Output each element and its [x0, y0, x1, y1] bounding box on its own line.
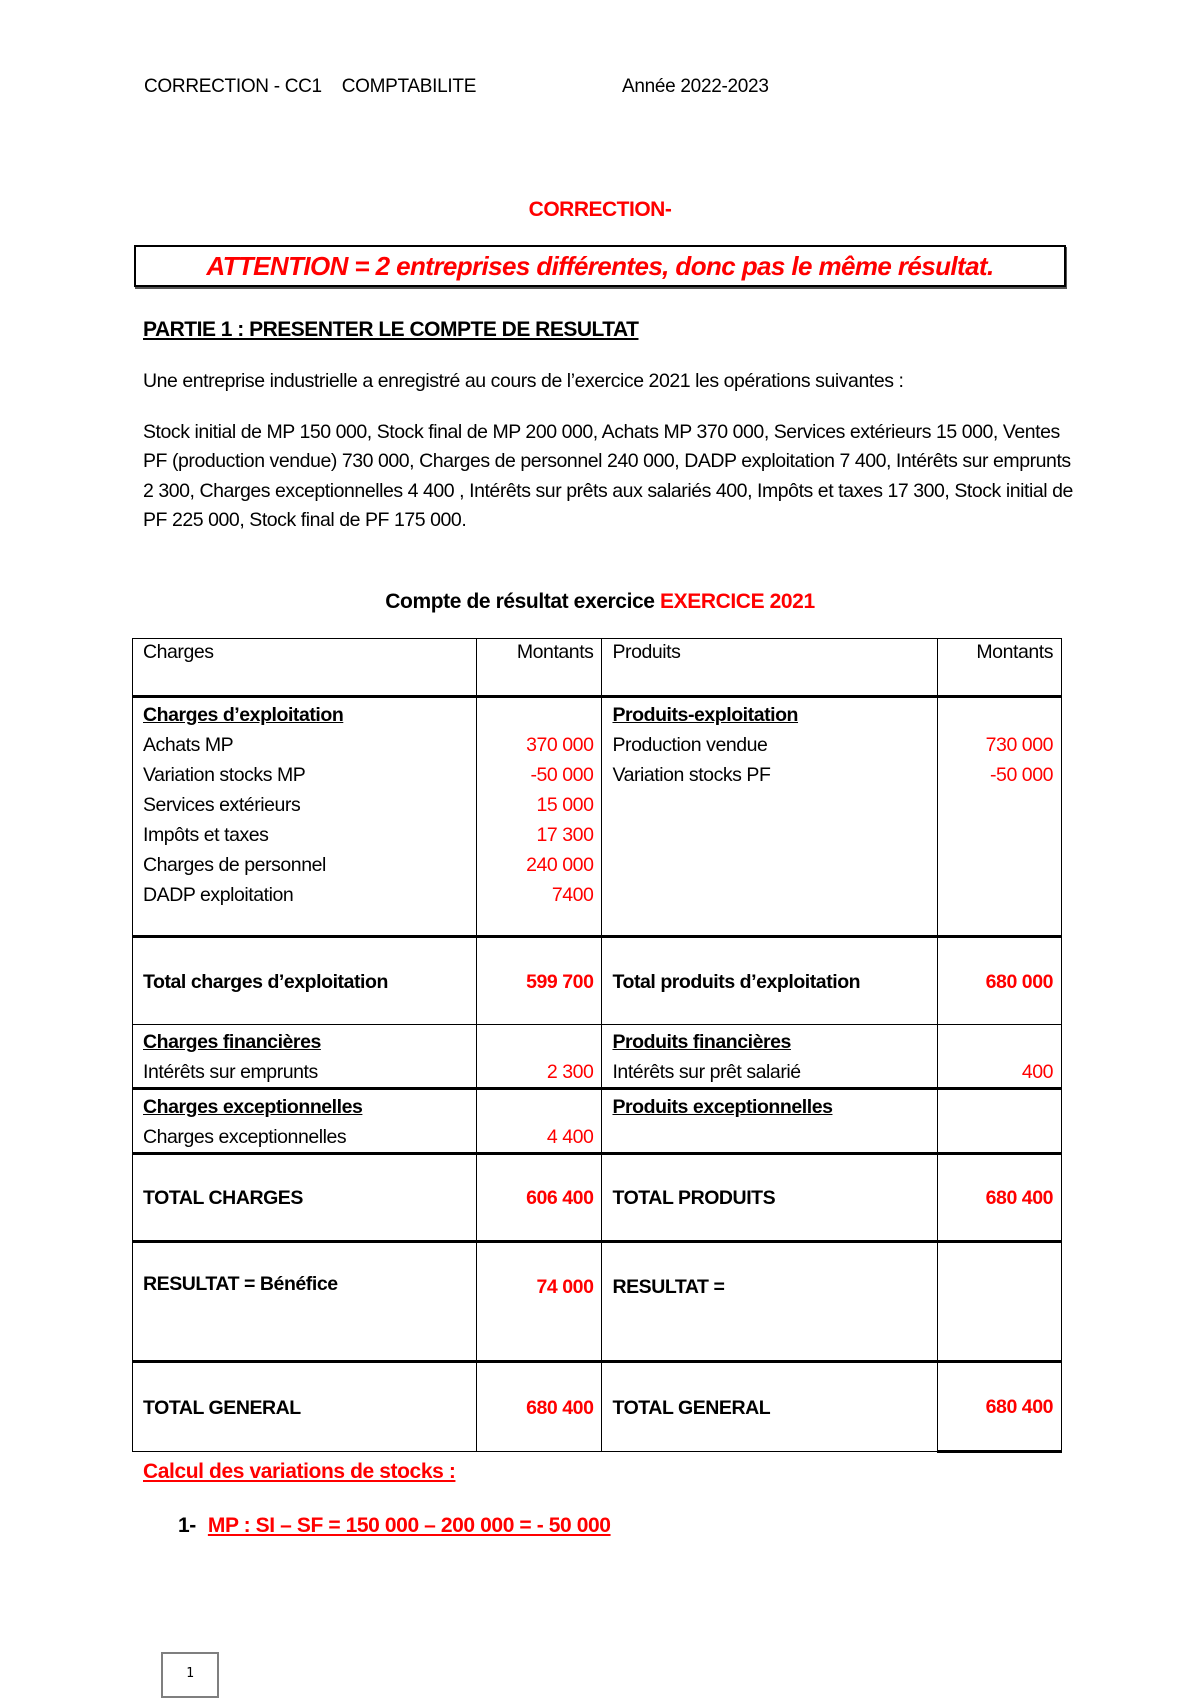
charge-label: Intérêts sur emprunts — [143, 1061, 318, 1083]
produits-financiers-values — [938, 1025, 1062, 1089]
produit-label: Variation stocks PF — [612, 764, 771, 786]
total-exploitation-row — [133, 937, 1062, 1025]
produit-label: Production vendue — [612, 734, 768, 756]
table-title — [0, 590, 1200, 614]
resultat-produits-label: RESULTAT = — [602, 1242, 938, 1362]
total-general-charges-label: TOTAL GENERAL — [133, 1362, 477, 1452]
section-title-partie1: PARTIE 1 : PRESENTER LE COMPTE DE RESULTAT — [143, 318, 639, 341]
produit-value: 730 000 — [985, 734, 1053, 756]
charges-exceptionnelles-cell — [133, 1089, 477, 1154]
charge-label: Charges exceptionnelles — [143, 1126, 347, 1148]
calcul-item-number: 1- — [178, 1514, 196, 1537]
header-course: CORRECTION - CC1 COMPTABILITE — [144, 76, 477, 97]
total-general-produits-label: TOTAL GENERAL — [602, 1362, 938, 1452]
charges-financieres-cell — [133, 1025, 477, 1089]
charges-exploitation-heading: Charges d’exploitation — [143, 704, 344, 726]
total-general-row — [133, 1362, 1062, 1452]
charge-value: 7400 — [551, 884, 594, 906]
charge-value: 370 000 — [526, 734, 594, 756]
charge-label: Impôts et taxes — [143, 824, 269, 846]
charges-exceptionnelles-values — [476, 1089, 602, 1154]
charges-exceptionnelles-heading: Charges exceptionnelles — [143, 1096, 363, 1118]
charge-label: DADP exploitation — [143, 884, 294, 906]
resultat-row — [133, 1242, 1062, 1362]
charges-financieres-values — [476, 1025, 602, 1089]
charge-value: -50 000 — [530, 764, 594, 786]
header-produits: Produits — [602, 639, 938, 697]
totals-row — [133, 1154, 1062, 1242]
charge-label: Charges de personnel — [143, 854, 326, 876]
table-header-row — [133, 639, 1062, 697]
table-title-year: EXERCICE 2021 — [660, 590, 815, 613]
charges-financieres-heading: Charges financières — [143, 1031, 321, 1053]
total-general-charges-value: 680 400 — [476, 1362, 602, 1452]
charge-value: 15 000 — [536, 794, 594, 816]
charge-label: Services extérieurs — [143, 794, 301, 816]
total-produits-value: 680 400 — [938, 1154, 1062, 1242]
produits-financiers-cell — [602, 1025, 938, 1089]
total-produits-exploitation-label: Total produits d’exploitation — [602, 937, 938, 1025]
calcul-item — [178, 1514, 611, 1538]
header-year: Année 2022-2023 — [622, 76, 769, 97]
exercise-statement: Stock initial de MP 150 000, Stock final de MP 200 000, Achats MP 370 000, Services extérieurs 15 000, Ventes PF (production vendue) 730 000, Charges de personnel 240 000, DADP exploitation 7 400, Intérêts sur emprunts 2 300, Charges exceptionnelles 4 400 , Intérêts sur prêts aux salariés 400, Impôts et taxes 17 300, Stock initial de PF 225 000, Stock final de PF 175 000. — [143, 421, 1073, 531]
charge-label: Achats MP — [143, 734, 234, 756]
produits-financiers-heading: Produits financières — [612, 1031, 791, 1053]
total-charges-exploitation-label: Total charges d’exploitation — [133, 937, 477, 1025]
header-charges: Charges — [133, 639, 477, 697]
produit-label: Intérêts sur prêt salarié — [612, 1061, 801, 1083]
calcul-title: Calcul des variations de stocks : — [143, 1460, 456, 1483]
calcul-item-formula: MP : SI – SF = 150 000 – 200 000 = - 50 000 — [207, 1514, 611, 1537]
produit-value: 400 — [1021, 1061, 1053, 1083]
total-produits-exploitation-value: 680 000 — [938, 937, 1062, 1025]
total-charges-exploitation-value: 599 700 — [476, 937, 602, 1025]
financier-row — [133, 1025, 1062, 1089]
exceptionnel-row — [133, 1089, 1062, 1154]
total-general-produits-value: 680 400 — [938, 1362, 1062, 1452]
exploitation-row — [133, 697, 1062, 937]
correction-title: CORRECTION- — [528, 198, 672, 221]
resultat-produits-value — [938, 1242, 1062, 1362]
charge-value: 2 300 — [546, 1061, 594, 1083]
produits-exceptionnels-values — [938, 1089, 1062, 1154]
charges-exploitation-values — [476, 697, 602, 937]
charge-value: 4 400 — [546, 1126, 594, 1148]
attention-box: ATTENTION = 2 entreprises différentes, donc pas le même résultat. — [134, 245, 1066, 287]
charges-exploitation-cell — [133, 697, 477, 937]
produits-exploitation-values — [938, 697, 1062, 937]
exercise-intro: Une entreprise industrielle a enregistré au cours de l’exercice 2021 les opérations suivantes : — [143, 370, 904, 392]
resultat-charges-label: RESULTAT = Bénéfice — [133, 1242, 477, 1362]
charge-value: 17 300 — [536, 824, 594, 846]
table-title-text: Compte de résultat exercice — [385, 590, 661, 613]
produits-exploitation-cell — [602, 697, 938, 937]
total-charges-value: 606 400 — [476, 1154, 602, 1242]
income-statement-table — [132, 638, 1062, 1453]
header-montants-produits: Montants — [938, 639, 1062, 697]
charge-value: 240 000 — [526, 854, 594, 876]
produits-exploitation-heading: Produits-exploitation — [612, 704, 799, 726]
total-charges-label: TOTAL CHARGES — [133, 1154, 477, 1242]
resultat-charges-value: 74 000 — [476, 1242, 602, 1362]
total-produits-label: TOTAL PRODUITS — [602, 1154, 938, 1242]
produits-exceptionnels-heading: Produits exceptionnelles — [612, 1096, 833, 1118]
charge-label: Variation stocks MP — [143, 764, 306, 786]
produits-exceptionnels-cell — [602, 1089, 938, 1154]
produit-value: -50 000 — [990, 764, 1053, 786]
header-montants-charges: Montants — [476, 639, 602, 697]
page-number: 1 — [161, 1652, 219, 1698]
